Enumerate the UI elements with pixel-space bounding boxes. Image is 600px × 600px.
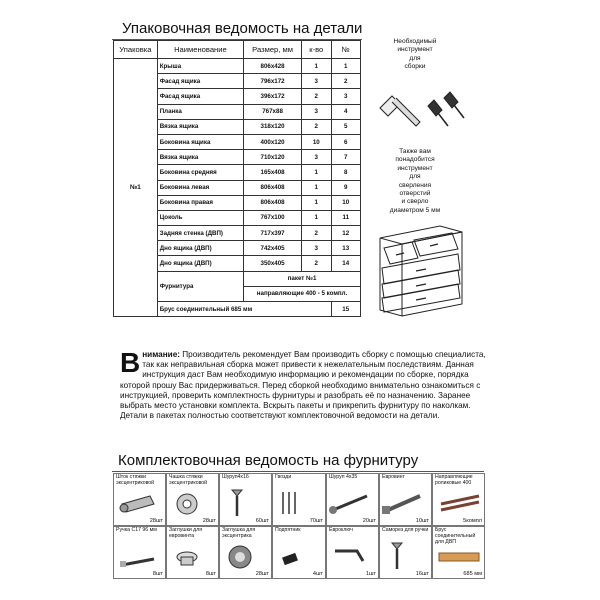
table-row bbox=[114, 59, 361, 74]
hardware-label: Шуруп4х16 bbox=[222, 474, 249, 480]
cell-name: Вязка ящика bbox=[157, 119, 243, 134]
hardware-label: Чашка стяжки эксцентриковой bbox=[169, 474, 208, 486]
cell-size: 318х120 bbox=[244, 119, 302, 134]
header-num: № bbox=[331, 41, 361, 59]
cell-qty: 2 bbox=[302, 119, 331, 134]
cell-qty: 1 bbox=[302, 165, 331, 180]
parts-table bbox=[113, 40, 361, 317]
cell-name: Боковина ящика bbox=[157, 134, 243, 149]
cell-qty: 1 bbox=[302, 195, 331, 210]
bar-num: 15 bbox=[331, 302, 361, 317]
hardware-label: Направляющие роликовые 400 bbox=[435, 474, 473, 486]
hardware-label: Шток стяжки эксцентриковой bbox=[116, 474, 155, 486]
parts-list-title: Упаковочная ведомость на детали bbox=[122, 20, 363, 37]
cell-size: 742х405 bbox=[244, 241, 302, 256]
screwdriver-icon bbox=[428, 92, 464, 126]
fittings-pack: пакет №1 bbox=[244, 271, 361, 286]
hardware-qty: 5компл bbox=[463, 518, 482, 524]
hardware-item bbox=[219, 526, 272, 579]
hammer-icon bbox=[380, 96, 420, 126]
hardware-qty: 685 мм bbox=[463, 571, 482, 577]
cell-name: Задняя стенка (ДВП) bbox=[157, 226, 243, 241]
hardware-label: Евровинт bbox=[382, 474, 405, 480]
cell-qty: 2 bbox=[302, 226, 331, 241]
cell-num: 8 bbox=[331, 165, 361, 180]
hardware-item bbox=[166, 526, 219, 579]
fittings-label: Фурнитура bbox=[157, 271, 243, 301]
cell-num: 6 bbox=[331, 134, 361, 149]
hardware-qty: 1шт bbox=[365, 571, 376, 577]
cell-name: Фасад ящика bbox=[157, 89, 243, 104]
hardware-qty: 28шт bbox=[255, 571, 269, 577]
cell-name: Планка bbox=[157, 104, 243, 119]
cell-name: Дно ящика (ДВП) bbox=[157, 241, 243, 256]
hardware-qty: 28шт bbox=[149, 518, 163, 524]
hardware-item bbox=[326, 473, 379, 526]
cell-qty: 3 bbox=[302, 150, 331, 165]
hardware-item bbox=[432, 473, 485, 526]
tools-illustration bbox=[372, 78, 472, 138]
hardware-item bbox=[272, 526, 326, 579]
dresser-drawing bbox=[372, 218, 467, 318]
cell-num: 9 bbox=[331, 180, 361, 195]
cell-name: Дно ящика (ДВП) bbox=[157, 256, 243, 271]
cell-num: 13 bbox=[331, 241, 361, 256]
cell-num: 14 bbox=[331, 256, 361, 271]
hardware-label: Шуруп 4х35 bbox=[329, 474, 358, 480]
hardware-qty: 8шт bbox=[205, 571, 216, 577]
cell-qty: 3 bbox=[302, 74, 331, 89]
cell-qty: 2 bbox=[302, 89, 331, 104]
hardware-list-title: Комплектовочная ведомость на фурнитуру bbox=[118, 452, 419, 469]
cell-size: 710х120 bbox=[244, 150, 302, 165]
hardware-item bbox=[432, 526, 485, 579]
hardware-qty: 20шт bbox=[362, 518, 376, 524]
header-name: Наименование bbox=[157, 41, 243, 59]
hardware-qty: 60шт bbox=[255, 518, 269, 524]
warning-notice bbox=[120, 347, 490, 421]
cell-size: 796х172 bbox=[244, 74, 302, 89]
cell-num: 1 bbox=[331, 59, 361, 74]
cell-size: 806х408 bbox=[244, 180, 302, 195]
hardware-item bbox=[166, 473, 219, 526]
cell-name: Фасад ящика bbox=[157, 74, 243, 89]
notice-heading: нимание: bbox=[142, 350, 180, 359]
hardware-title-underline bbox=[112, 471, 484, 472]
hardware-item bbox=[219, 473, 272, 526]
hardware-label: Заглушка для эксцентрика bbox=[222, 527, 256, 539]
hardware-qty: 4шт bbox=[312, 571, 323, 577]
hardware-item bbox=[326, 526, 379, 579]
hardware-label: Саморез для ручки bbox=[382, 527, 429, 533]
cell-num: 12 bbox=[331, 226, 361, 241]
hardware-qty: 16шт bbox=[415, 571, 429, 577]
cell-qty: 3 bbox=[302, 104, 331, 119]
hardware-label: Заглушки для евровинта bbox=[169, 527, 203, 539]
cell-qty: 1 bbox=[302, 59, 331, 74]
cell-size: 165х408 bbox=[244, 165, 302, 180]
fittings-guides: направляющие 400 - 5 компл. bbox=[244, 286, 361, 301]
cell-num: 3 bbox=[331, 89, 361, 104]
cell-num: 11 bbox=[331, 210, 361, 225]
cell-qty: 1 bbox=[302, 180, 331, 195]
cell-size: 767х100 bbox=[244, 210, 302, 225]
cell-qty: 1 bbox=[302, 210, 331, 225]
hardware-label: Ручка С17 96 мм bbox=[116, 527, 157, 533]
hardware-qty: 70шт bbox=[309, 518, 323, 524]
cell-size: 806х408 bbox=[244, 195, 302, 210]
cell-name: Крыша bbox=[157, 59, 243, 74]
header-qty: к-во bbox=[302, 41, 331, 59]
cell-num: 5 bbox=[331, 119, 361, 134]
package-cell: №1 bbox=[114, 59, 158, 317]
cell-num: 7 bbox=[331, 150, 361, 165]
cell-qty: 2 bbox=[302, 256, 331, 271]
header-size: Размер, мм bbox=[244, 41, 302, 59]
cell-name: Боковина левая bbox=[157, 180, 243, 195]
cell-name: Цоколь bbox=[157, 210, 243, 225]
hardware-label: Евроключ bbox=[329, 527, 353, 533]
hardware-item bbox=[379, 473, 432, 526]
hardware-qty: 28шт bbox=[202, 518, 216, 524]
cell-size: 350х405 bbox=[244, 256, 302, 271]
notice-drop-cap: В bbox=[120, 347, 141, 378]
cell-name: Боковина средняя bbox=[157, 165, 243, 180]
cell-qty: 3 bbox=[302, 241, 331, 256]
hardware-item bbox=[113, 526, 166, 579]
cell-num: 4 bbox=[331, 104, 361, 119]
cell-size: 806х428 bbox=[244, 59, 302, 74]
cell-size: 767х88 bbox=[244, 104, 302, 119]
hardware-item bbox=[379, 526, 432, 579]
notice-text: Производитель рекомендует Вам производить сборку с помощью специалиста, так как неправильная сборка может привести к нежелательным последствиям. Данная инструкция даст Вам необходимую информацию и рекомендации по сборке, порядка которой прошу Вас придерживаться. Перед сборкой необходимо внимательно ознакомиться с инструкцией, проверить комплектность фурнитуры и разобрать её по назначению. Заранее выбрать место установки комплекта. Вскрыть пакеты и прикрепить фурнитуру по наколкам. Детали в пакетах полностью соответствуют комплектовочной ведомости на детали. bbox=[120, 350, 486, 421]
tools-note: Необходимый инструмент для сборки bbox=[393, 38, 437, 71]
cell-num: 10 bbox=[331, 195, 361, 210]
hardware-qty: 8шт bbox=[152, 571, 163, 577]
cell-qty: 10 bbox=[302, 134, 331, 149]
extra-tools-note: Также вам понадобится инструмент для сверления отверстий и сверло диаметром 5 мм bbox=[389, 148, 441, 214]
cell-name: Вязка ящика bbox=[157, 150, 243, 165]
cell-num: 2 bbox=[331, 74, 361, 89]
hardware-label: Брус соединительный для ДВП bbox=[435, 527, 476, 545]
cell-size: 396х172 bbox=[244, 89, 302, 104]
cell-size: 717х397 bbox=[244, 226, 302, 241]
header-package: Упаковка bbox=[114, 41, 158, 59]
hardware-item bbox=[272, 473, 326, 526]
hardware-label: Гвозди bbox=[275, 474, 292, 480]
hardware-label: Подпятник bbox=[275, 527, 301, 533]
cell-size: 400х120 bbox=[244, 134, 302, 149]
hardware-qty: 10шт bbox=[415, 518, 429, 524]
cell-name: Боковина правая bbox=[157, 195, 243, 210]
bar-label: Брус соединительный 685 мм bbox=[157, 302, 331, 317]
hardware-item bbox=[113, 473, 166, 526]
